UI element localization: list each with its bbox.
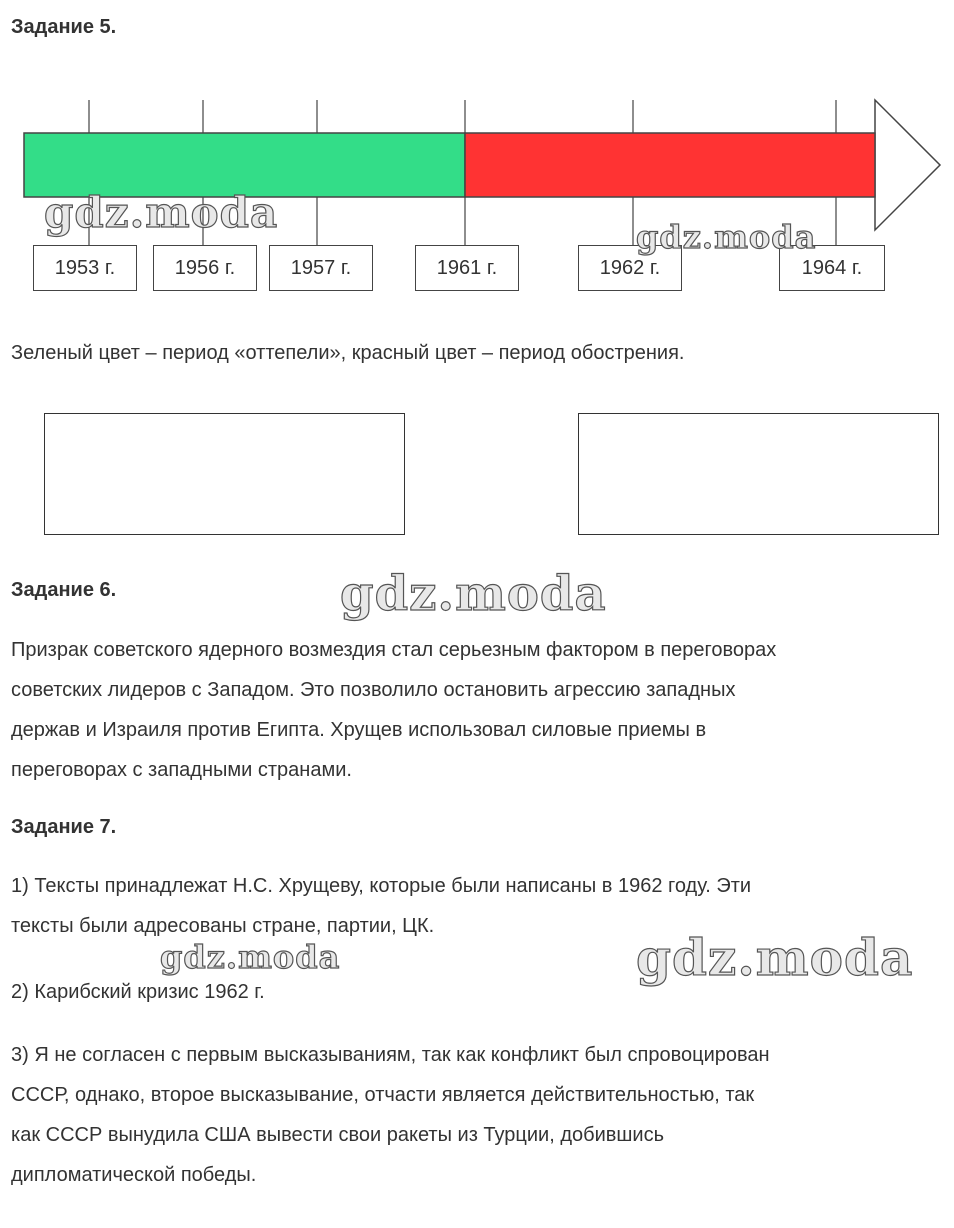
task7-answer1-line: тексты были адресованы стране, партии, ЦК. — [11, 915, 435, 937]
task7-answer3-line: как СССР вынудила США вывести свои ракеты из Турции, добившись — [11, 1124, 665, 1146]
task6-paragraph — [11, 630, 911, 790]
task7-answer3 — [11, 1035, 911, 1195]
task5-legend: Зеленый цвет – период «оттепели», красный цвет – период обострения. — [11, 342, 685, 364]
task7-heading: Задание 7. — [11, 816, 117, 838]
task7-answer2: 2) Карибский кризис 1962 г. — [11, 981, 265, 1003]
watermark: gdz.moda — [44, 188, 279, 237]
task7-answer3-line: СССР, однако, второе высказывание, отчасти является действительностью, так — [11, 1084, 755, 1106]
task6-line: переговорах с западными странами. — [11, 759, 352, 781]
empty-box-right — [578, 413, 939, 535]
watermark: gdz.moda — [636, 928, 914, 987]
aggravation-segment — [465, 133, 875, 197]
year-box-1953: 1953 г. — [33, 245, 137, 291]
task5-heading: Задание 5. — [11, 16, 117, 38]
watermark: gdz.moda — [160, 938, 341, 976]
task7-answer1-line: 1) Тексты принадлежат Н.С. Хрущеву, которые были написаны в 1962 году. Эти — [11, 875, 752, 897]
task7-answer3-line: 3) Я не согласен с первым высказываниям, так как конфликт был спровоцирован — [11, 1044, 770, 1066]
watermark: gdz.moda — [340, 566, 607, 622]
task6-line: советских лидеров с Западом. Это позволило остановить агрессию западных — [11, 679, 736, 701]
empty-box-left — [44, 413, 405, 535]
year-box-1964: 1964 г. — [779, 245, 885, 291]
year-box-1961: 1961 г. — [415, 245, 519, 291]
task6-heading: Задание 6. — [11, 579, 117, 601]
task7-answer3-line: дипломатической победы. — [11, 1164, 257, 1186]
task6-line: держав и Израиля против Египта. Хрущев использовал силовые приемы в — [11, 719, 707, 741]
watermark: gdz.moda — [636, 218, 817, 256]
year-box-1956: 1956 г. — [153, 245, 257, 291]
arrow-head — [875, 100, 940, 230]
year-box-1962: 1962 г. — [578, 245, 682, 291]
task6-line: Призрак советского ядерного возмездия стал серьезным фактором в переговорах — [11, 639, 777, 661]
year-box-1957: 1957 г. — [269, 245, 373, 291]
